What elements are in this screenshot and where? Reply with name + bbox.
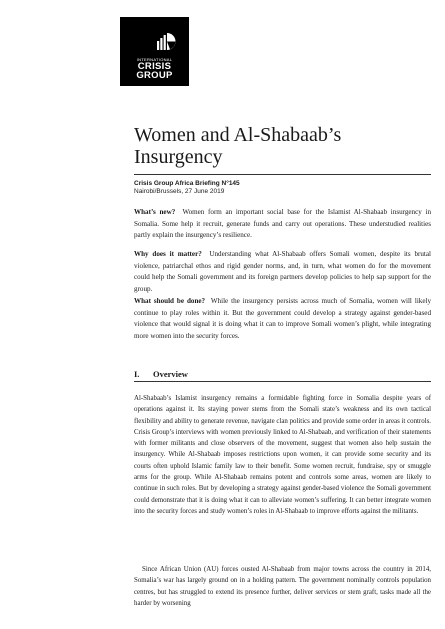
title-rule — [134, 174, 431, 175]
summary-text: Women form an important social base for the Islamist Al-Shabaab insurgency in Somalia. Some help it recruit, generate funds and carry out operations. These understudied realities partly explain the insurgency’s resilience. — [134, 208, 431, 240]
summary-text: Understanding what Al-Shabaab offers Somali women, despite its brutal violence, patriarchal ethos and rigid gender norms, and, in turn, what women do for the movement could help the Somali government and its foreign partners develop policies to help sap support for the group. — [134, 250, 432, 294]
summary-lead: Why does it matter? — [134, 250, 202, 258]
crisis-group-mark-icon — [157, 32, 177, 50]
section-number: I. — [134, 369, 140, 379]
section-rule — [134, 381, 431, 382]
summary-lead: What’s new? — [134, 208, 176, 216]
summary-what-done — [134, 296, 431, 343]
section-heading — [134, 369, 431, 379]
crisis-group-logo — [120, 17, 189, 86]
logo-line-crisis: CRISIS — [137, 61, 172, 72]
summary-why-matter — [134, 249, 431, 296]
summary-text: While the insurgency persists across much of Somalia, women will likely continue to play roles within it. But the government could develop a strategy against gender-based violence that would signal it is doing what it can to improve Somali women’s plight, while integrating more women into the security forces. — [134, 297, 431, 341]
dateline: Nairobi/Brussels, 27 June 2019 — [134, 188, 225, 195]
logo-line-group: GROUP — [136, 70, 173, 81]
summary-lead: What should be done? — [134, 297, 206, 305]
section-title: Overview — [153, 369, 188, 379]
summary-whats-new — [134, 207, 431, 242]
document-title: Women and Al-Shabaab’s Insurgency — [134, 124, 342, 168]
body-paragraph: Since African Union (AU) forces ousted Al-Shabaab from major towns across the country in 2014, Somalia’s war has largely ground on in a holding pattern. The government nominally controls population centres, but has struggled to extend its presence further, deliver services or stem graft, tasks made all the harder by worsening — [134, 566, 431, 607]
briefing-series: Crisis Group Africa Briefing N°145 — [134, 180, 240, 187]
logo-line-international: INTERNATIONAL — [136, 57, 173, 62]
body-paragraph: Al-Shabaab’s Islamist insurgency remains a formidable fighting force in Somalia despite years of operations against it. Its staying power stems from the Somali state’s weakness and its own tactical flexibility and ability to generate revenue, navigate clan politics and provide some order in areas it controls. Crisis Group’s interviews with women previously linked to Al-Shabaab, and verification of their statements with former militants and close observers of the movement, suggest that women also help sustain the insurgency. While Al-Shabaab imposes restrictions upon women, it can provide some security and its courts often uphold Islamic family law to their benefit. Some women recruit, fundraise, spy or smuggle arms for the group. While Al-Shabaab remains potent and controls some areas, women are likely to continue in such roles. But by developing a strategy against gender-based violence the Somali government could demonstrate that it is doing what it can to alleviate women’s suffering. It can better integrate women into the security forces and study women’s roles in Al-Shabaab to improve efforts against the militants. — [134, 395, 431, 515]
